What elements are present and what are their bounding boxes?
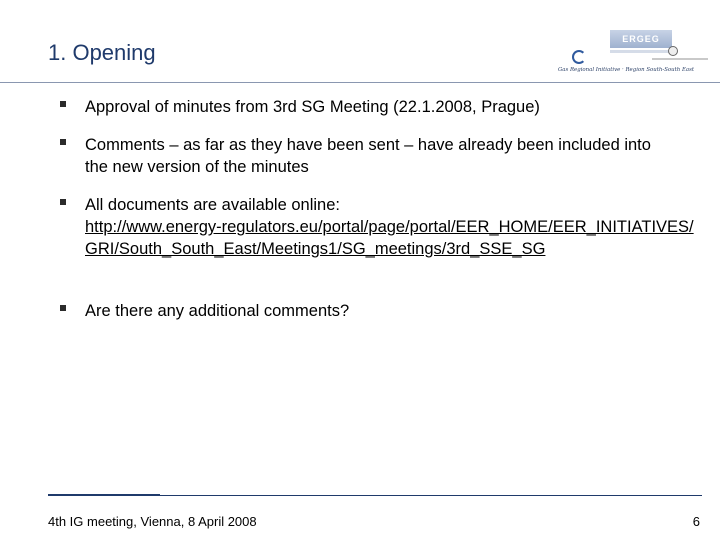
bullet-marker [60, 199, 66, 205]
bullet-text: All documents are available online: [85, 196, 340, 214]
authority-seal-text [652, 58, 708, 60]
footer-accent-bar [48, 494, 160, 496]
ceer-logo-icon [572, 50, 586, 64]
logo-tagline: Gas Regional Initiative · Region South-South East [558, 67, 695, 73]
documents-link[interactable]: http://www.energy-regulators.eu/portal/page/portal/EER_HOME/EER_INITIATIVES/GRI/South_South_East/Meetings1/SG_meetings/3rd_SSE_SG [85, 218, 694, 258]
bullet-text: Approval of minutes from 3rd SG Meeting (22.1.2008, Prague) [85, 98, 540, 116]
bullet-marker [60, 305, 66, 311]
footer-meeting-info: 4th IG meeting, Vienna, 8 April 2008 [48, 514, 257, 529]
bullet-marker [60, 139, 66, 145]
page-number: 6 [692, 514, 700, 529]
ergeg-logo: ERGEG [610, 30, 672, 48]
ergeg-logo-cluster [540, 24, 710, 80]
slide-title: 1. Opening [48, 40, 156, 65]
ergeg-logo-subtitle [610, 50, 672, 53]
bullet-text: Comments – as far as they have been sent – have already been included into the new version of the minutes [85, 136, 651, 176]
bullet-marker [60, 101, 66, 107]
authority-seal-icon [668, 46, 678, 56]
bullet-text: Are there any additional comments? [85, 302, 350, 320]
bullet-text-block [85, 194, 705, 260]
title-divider [0, 82, 720, 83]
